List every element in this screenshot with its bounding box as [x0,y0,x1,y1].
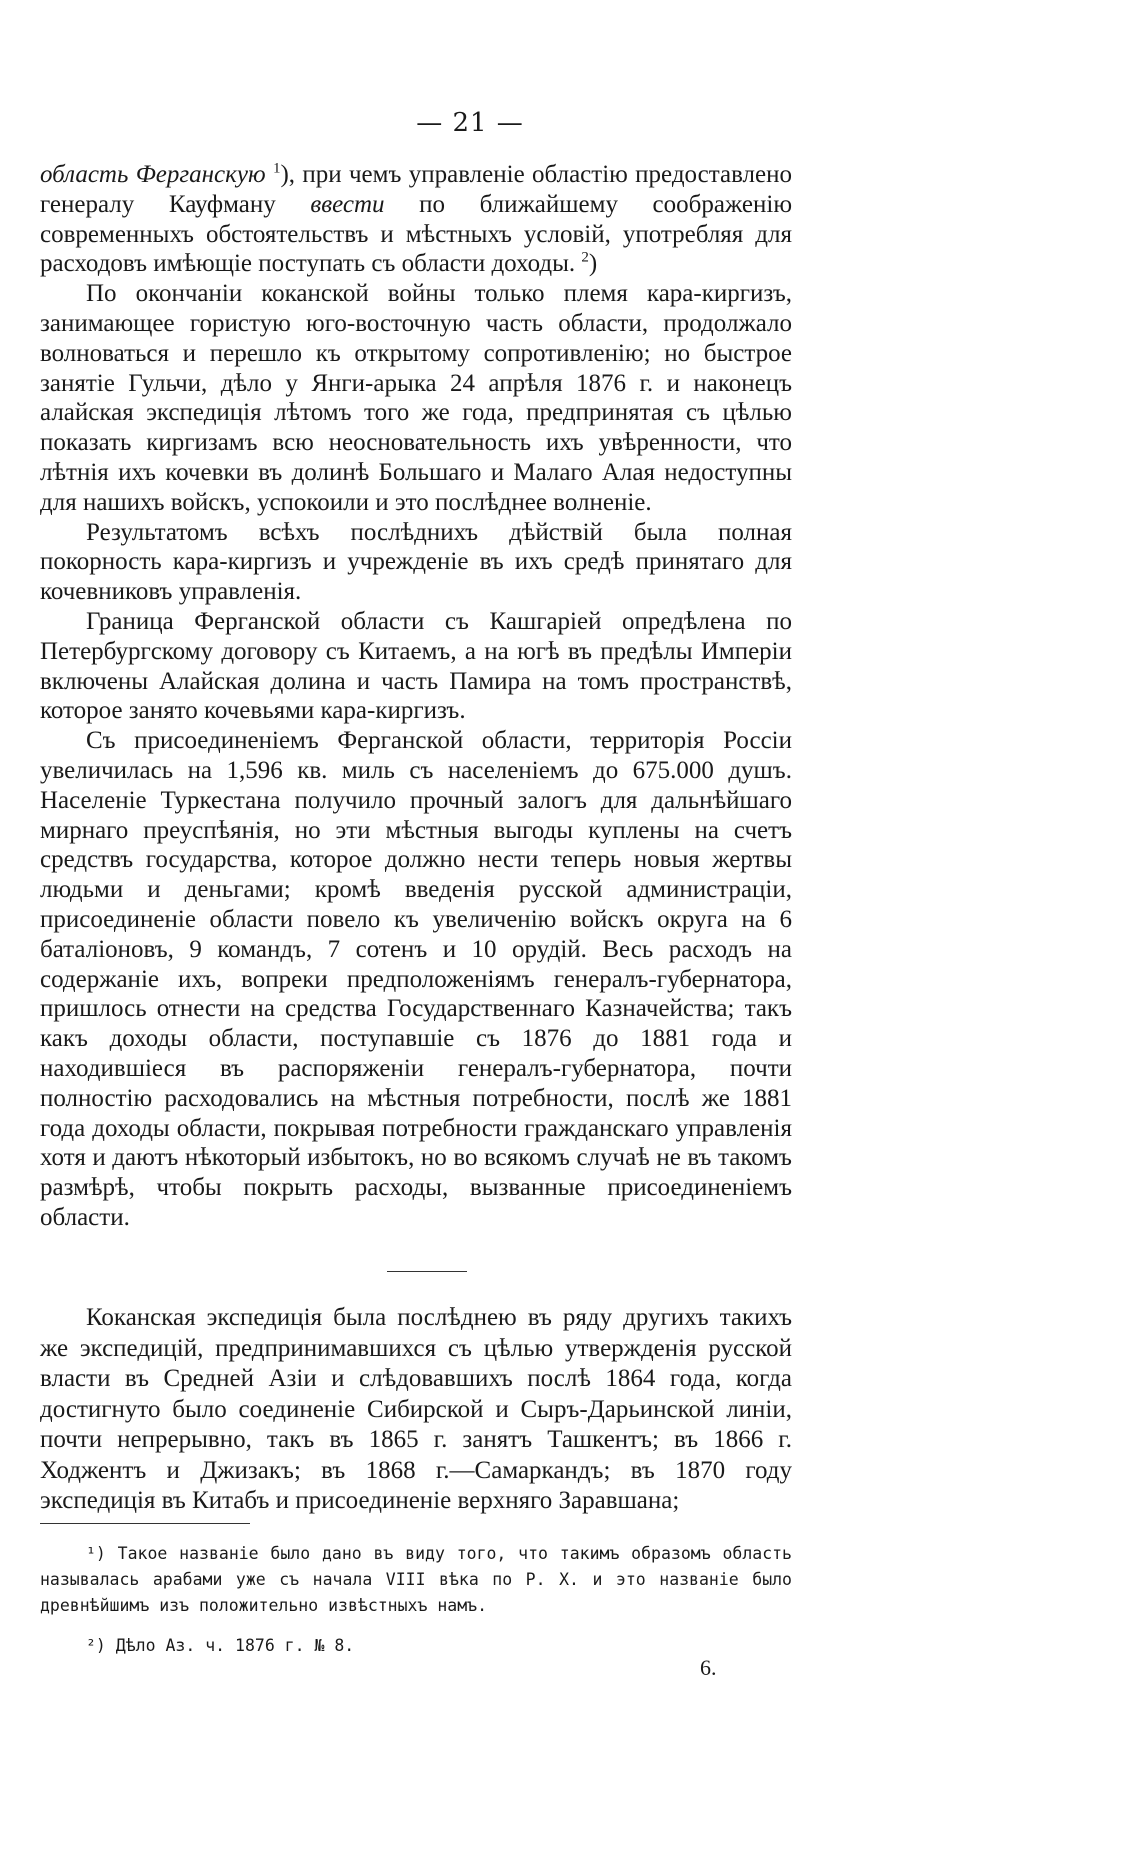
footnote-ref-2: 2 [581,250,589,267]
footnote-2 [40,1633,792,1659]
paragraph-3: Результатомъ всѣхъ послѣднихъ дѣйствій была полная покорность кара-киргизъ и учрежденіе въ ихъ средѣ принятаго для кочевниковъ управленія. [40,518,792,606]
paragraph-1-text: ), при чемъ управленіе областію предоставлено генералу Кауфману [40,161,793,218]
footnote-1-mark: ¹) [86,1544,106,1563]
footnote-1-text: Такое названіе было дано въ виду того, что такимъ образомъ область называлась арабами уже съ начала VIII вѣка по Р. Х. и это названіе было древнѣйшимъ изъ положительно извѣстныхъ намъ. [40,1544,792,1615]
footnote-2-text: Дѣло Аз. ч. 1876 г. № 8. [105,1636,355,1655]
footnote-divider [40,1523,250,1524]
section-text [40,1303,792,1517]
paragraph-1 [40,160,792,279]
footnote-ref-1: 1 [272,160,281,177]
italic-word: ввести [310,190,385,218]
printer-signature: 6. [700,1655,717,1680]
main-text [40,160,792,1233]
paragraph-1-end: ) [588,250,598,278]
paragraph-5: Съ присоединеніемъ Ферганской области, территорія Россіи увеличилась на 1,596 кв. миль съ населеніемъ до 675.000 душъ. Населеніе Туркестана получило прочный залогъ для дальнѣйшаго мирнаго преуспѣянія, но эти мѣстныя выгоды куплены на счетъ средствъ государства, которое должно нести теперь новыя жертвы людьми и деньгами; кромѣ введенія русской администраціи, присоединеніе области повело къ увеличенію войскъ округа на 6 баталіоновъ, 9 командъ, 7 сотенъ и 10 орудій. Весь расходъ на содержаніе ихъ, вопреки предположеніямъ генералъ-губернатора, пришлось отнести на средства Государственнаго Казначейства; такъ какъ доходы области, поступавшіе съ 1876 до 1881 года и находившіеся въ распоряженіи генералъ-губернатора, почти полностію расходовались на мѣстныя потребности, послѣ же 1881 года доходы области, покрывая потребности гражданскаго управленія хотя и даютъ нѣкоторый избытокъ, но во всякомъ случаѣ не въ такомъ размѣрѣ, чтобы покрыть расходы, вызванные присоединеніемъ области. [40,727,792,1231]
page-number: — 21 — [416,108,524,138]
footnote-1 [40,1541,792,1619]
italic-phrase: область Ферганскую [40,161,266,188]
paragraph-1-text-2: по ближайшему соображенію современныхъ обстоятельствъ и мѣстныхъ условій, употребляя для расходовъ имѣющіе поступать съ области доходы. [40,190,792,278]
footnote-2-mark: ²) [86,1636,106,1655]
section-divider [387,1271,467,1272]
paragraph-6: Коканская экспедиція была послѣднею въ ряду другихъ такихъ же экспедицій, предпринимавшихся съ цѣлью утвержденія русской власти въ Средней Азіи и слѣдовавшихъ послѣ 1864 года, когда достигнуто было соединеніе Сибирской и Сыръ-Дарьинской линіи, почти непрерывно, такъ въ 1865 г. занятъ Ташкентъ; въ 1866 г. Ходжентъ и Джизакъ; въ 1868 г.—Самаркандъ; въ 1870 году экспедиція въ Китабъ и присоединеніе верхняго Заравшана; [40,1304,792,1514]
paragraph-4: Граница Ферганской области съ Кашгаріей опредѣлена по Петербургскому договору съ Китаемъ, а на югѣ въ предѣлы Имперіи включены Алайская долина и часть Памира на томъ пространствѣ, которое занято кочевьями кара-киргизъ. [40,607,792,725]
footnotes [40,1541,792,1659]
paragraph-2: По окончаніи коканской войны только племя кара-киргизъ, занимающее гористую юго-восточную часть области, продолжало волноваться и перешло къ открытому сопротивленію; но быстрое занятіе Гульчи, дѣло у Янги-арыка 24 апрѣля 1876 г. и наконецъ алайская экспедиція лѣтомъ того же года, предпринятая съ цѣлью показать киргизамъ всю неосновательность ихъ увѣренности, что лѣтнія ихъ кочевки въ долинѣ Большаго и Малаго Алая недоступны для нашихъ войскъ, успокоили и это послѣднее волненіе. [40,280,792,516]
